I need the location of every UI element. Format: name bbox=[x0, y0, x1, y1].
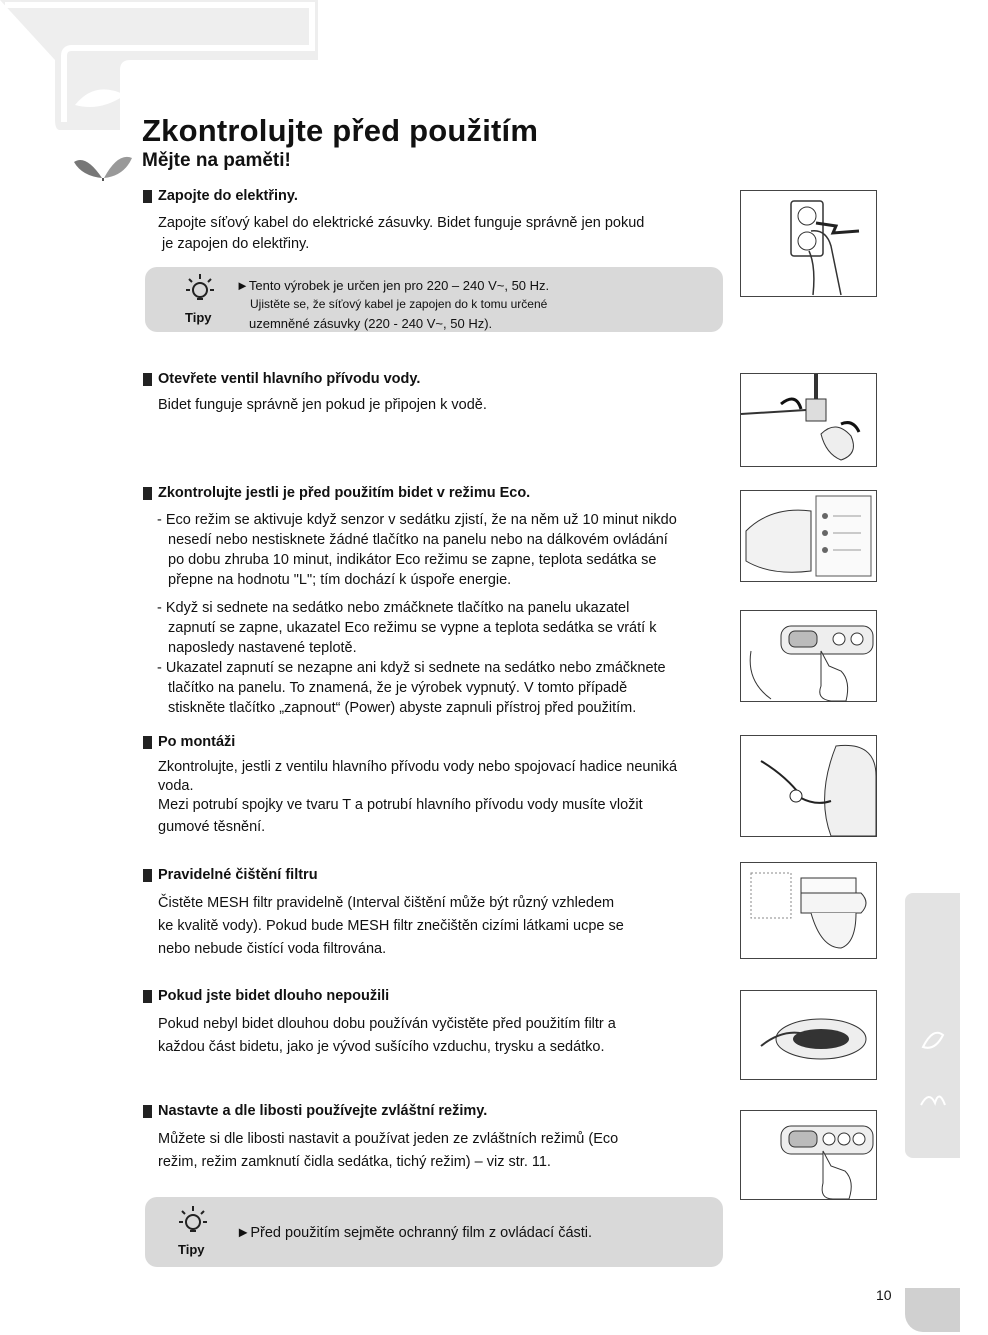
list-item bbox=[157, 510, 732, 590]
text-line: ke kvalitě vody). Pokud bude MESH filtr znečištěn cizími látkami ucpe se bbox=[158, 918, 624, 934]
text-line: voda. bbox=[158, 778, 194, 794]
section-heading-text: Zapojte do elektřiny. bbox=[158, 188, 298, 204]
section-heading-filter-cleaning bbox=[143, 867, 318, 883]
page-corner-tab bbox=[905, 1288, 960, 1332]
section-text-water-valve bbox=[158, 395, 487, 416]
special-mode-panel-figure bbox=[740, 1110, 877, 1200]
bullet-square bbox=[143, 190, 152, 203]
bullet-square bbox=[143, 736, 152, 749]
text-line: - Když si sednete na sedátko nebo zmáčknete tlačítko na panelu ukazatel bbox=[157, 600, 630, 616]
section-text-filter-cleaning bbox=[158, 892, 624, 961]
section-heading-text: Pokud jste bidet dlouho nepoužili bbox=[158, 988, 390, 1004]
text-line: nebo nebude čistící voda filtrována. bbox=[158, 941, 387, 957]
tip-label: Tipy bbox=[178, 1242, 205, 1257]
section-text-after-install bbox=[158, 758, 677, 837]
tip-text bbox=[236, 276, 549, 333]
side-icons-decoration bbox=[915, 1025, 951, 1245]
control-panel-figure bbox=[740, 610, 877, 702]
text-line: po dobu zhruba 10 minut, indikátor Eco režimu se zapne, teplota sedátka se bbox=[168, 552, 657, 568]
page-subtitle: Mějte na paměti! bbox=[142, 150, 291, 171]
text-line: režim, režim zamknutí čidla sedátka, tichý režim) – viz str. 11. bbox=[158, 1154, 551, 1170]
bullet-square bbox=[143, 869, 152, 882]
section-text-long-unused bbox=[158, 1013, 616, 1059]
tip-line: ►Tento výrobek je určen jen pro 220 – 240 V~, 50 Hz. bbox=[236, 278, 550, 293]
text-line: zapnutí se zapne, ukazatel Eco režimu se vypne a teplota sedátka se vrátí k bbox=[168, 620, 657, 636]
text-line: je zapojen do elektřiny. bbox=[162, 236, 310, 252]
toilet-panel-figure bbox=[740, 490, 877, 582]
section-heading-water-valve bbox=[143, 371, 420, 387]
bullet-square bbox=[143, 487, 152, 500]
section-heading-special-modes bbox=[143, 1103, 487, 1119]
leaf-icon bbox=[72, 150, 134, 182]
text-line: Pokud nebyl bidet dlouhou dobu používán vyčistěte před použitím filtr a bbox=[158, 1016, 616, 1032]
tip-label: Tipy bbox=[185, 310, 212, 325]
section-heading-eco-mode bbox=[143, 485, 530, 501]
text-line: přepne na hodnotu "L"; tím dochází k úspoře energie. bbox=[168, 572, 512, 588]
section-text-special-modes bbox=[158, 1128, 618, 1174]
section-text-power bbox=[158, 213, 644, 255]
text-line: Bidet funguje správně jen pokud je připojen k vodě. bbox=[158, 397, 487, 413]
water-valve-figure bbox=[740, 373, 877, 467]
power-plug-figure bbox=[740, 190, 877, 297]
bullet-square bbox=[143, 1105, 152, 1118]
text-line: Mezi potrubí spojky ve tvaru T a potrubí hlavního přívodu vody musíte vložit bbox=[158, 797, 643, 813]
section-heading-text: Pravidelné čištění filtru bbox=[158, 867, 318, 883]
text-line: každou část bidetu, jako je vývod sušícího vzduchu, trysku a sedátko. bbox=[158, 1039, 605, 1055]
tip-text: ►Před použitím sejměte ochranný film z ovládací části. bbox=[236, 1225, 593, 1241]
lightbulb-icon bbox=[173, 1204, 213, 1240]
eco-mode-list bbox=[157, 510, 732, 718]
hose-connection-figure bbox=[740, 735, 877, 837]
bullet-square bbox=[143, 990, 152, 1003]
text-line: naposledy nastavené teplotě. bbox=[168, 640, 357, 656]
text-line: Čistěte MESH filtr pravidelně (Interval čištění může být různý vzhledem bbox=[158, 895, 615, 911]
section-heading-power bbox=[143, 188, 298, 204]
text-line: - Eco režim se aktivuje když senzor v sedátku zjistí, že na něm už 10 minut nikdo bbox=[157, 512, 677, 528]
tip-line: Ujistěte se, že síťový kabel je zapojen do k tomu určené bbox=[250, 297, 548, 311]
text-line: Zkontrolujte, jestli z ventilu hlavního přívodu vody nebo spojovací hadice neuniká bbox=[158, 759, 678, 775]
text-line: Můžete si dle libosti nastavit a používat jeden ze zvláštních režimů (Eco bbox=[158, 1131, 619, 1147]
text-line: - Ukazatel zapnutí se nezapne ani když si sednete na sedátko nebo zmáčknete bbox=[157, 660, 666, 676]
section-heading-text: Otevřete ventil hlavního přívodu vody. bbox=[158, 371, 421, 387]
section-heading-text: Zkontrolujte jestli je před použitím bidet v režimu Eco. bbox=[158, 485, 531, 501]
list-item bbox=[157, 598, 732, 658]
language-tab-label: English bbox=[962, 936, 988, 1026]
list-item bbox=[157, 658, 732, 718]
seat-cleaning-figure bbox=[740, 990, 877, 1080]
page-number: 10 bbox=[876, 1287, 892, 1303]
text-line: stiskněte tlačítko „zapnout“ (Power) abyste zapnuli přístroj před použitím. bbox=[168, 700, 637, 716]
section-heading-long-unused bbox=[143, 988, 389, 1004]
text-line: Zapojte síťový kabel do elektrické zásuvky. Bidet funguje správně jen pokud bbox=[158, 215, 645, 231]
lightbulb-icon bbox=[180, 272, 220, 308]
section-heading-after-install bbox=[143, 734, 235, 750]
text-line: tlačítko na panelu. To znamená, že je výrobek vypnutý. V tomto případě bbox=[168, 680, 628, 696]
bullet-square bbox=[143, 373, 152, 386]
text-line: nesedí nebo nestisknete žádné tlačítko na panelu nebo na dálkovém ovládání bbox=[168, 532, 668, 548]
tip-line: uzemněné zásuvky (220 - 240 V~, 50 Hz). bbox=[249, 316, 493, 331]
section-heading-text: Nastavte a dle libosti používejte zvláštní režimy. bbox=[158, 1103, 488, 1119]
page-title: Zkontrolujte před použitím bbox=[142, 113, 539, 148]
text-line: gumové těsnění. bbox=[158, 819, 266, 835]
filter-toilet-figure bbox=[740, 862, 877, 959]
section-heading-text: Po montáži bbox=[158, 734, 236, 750]
